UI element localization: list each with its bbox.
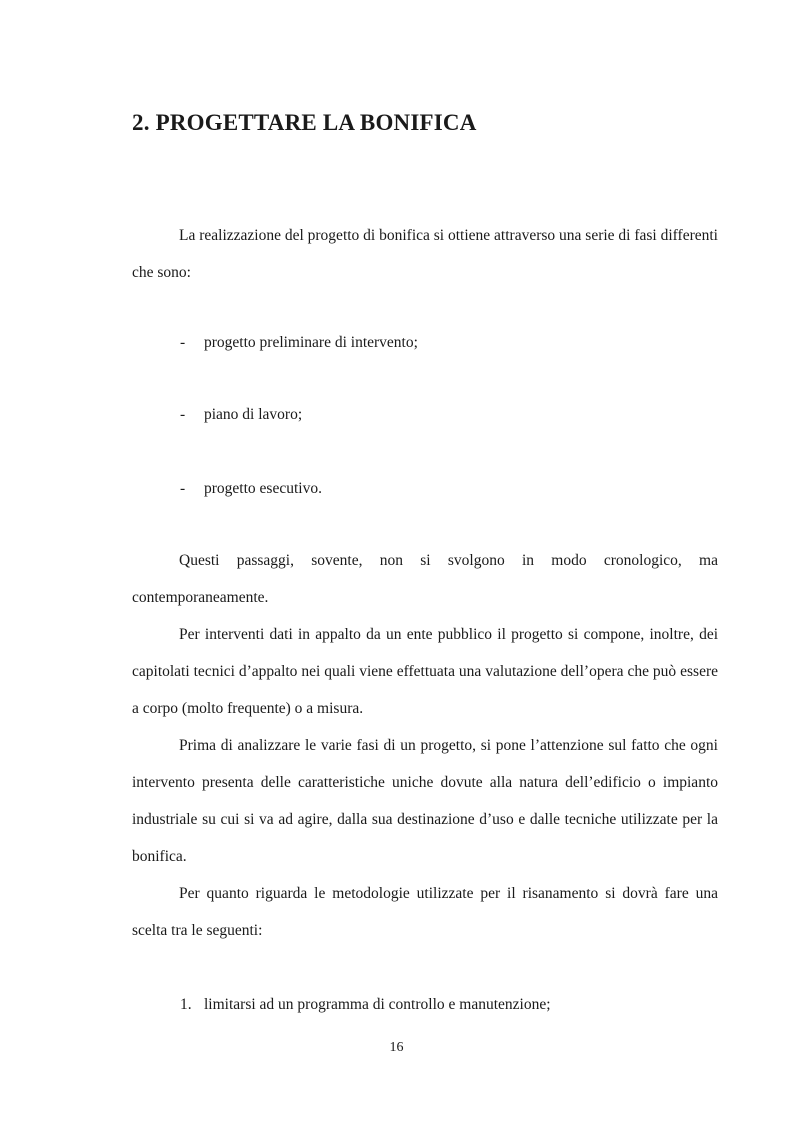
intro-paragraph: La realizzazione del progetto di bonifica si ottiene attraverso una serie di fasi differenti che sono: bbox=[132, 227, 718, 281]
list-marker: 1. bbox=[180, 996, 192, 1013]
list-marker: - bbox=[180, 334, 186, 351]
list-item-text: piano di lavoro; bbox=[204, 406, 303, 423]
list-item-text: limitarsi ad un programma di controllo e manutenzione; bbox=[204, 996, 551, 1013]
list-item-text: progetto esecutivo. bbox=[204, 480, 322, 497]
body-paragraph: Questi passaggi, sovente, non si svolgono in modo cronologico, ma contemporaneamente. bbox=[132, 552, 718, 606]
body-paragraph: Per interventi dati in appalto da un ente pubblico il progetto si compone, inoltre, dei capitolati tecnici d’appalto nei quali viene effettuata una valutazione dell’opera che può essere a corpo (molto frequente) o a misura. bbox=[132, 626, 718, 717]
list-marker: - bbox=[180, 406, 186, 423]
list-item-text: progetto preliminare di intervento; bbox=[204, 334, 418, 351]
phase-list-item bbox=[180, 479, 322, 499]
page-number: 16 bbox=[389, 1040, 404, 1055]
method-list-item bbox=[180, 995, 551, 1015]
body-paragraph: Per quanto riguarda le metodologie utilizzate per il risanamento si dovrà fare una scelta tra le seguenti: bbox=[132, 885, 718, 939]
body-paragraph: Prima di analizzare le varie fasi di un progetto, si pone l’attenzione sul fatto che ogni intervento presenta delle caratteristiche uniche dovute alla natura dell’edificio o impianto industriale su cui si va ad agire, dalla sua destinazione d’uso e dalle tecniche utilizzate per la bonifica. bbox=[132, 737, 718, 865]
phase-list-item bbox=[180, 405, 302, 425]
list-marker: - bbox=[180, 480, 186, 497]
phase-list-item bbox=[180, 333, 418, 353]
page-title: 2. PROGETTARE LA BONIFICA bbox=[132, 110, 477, 135]
